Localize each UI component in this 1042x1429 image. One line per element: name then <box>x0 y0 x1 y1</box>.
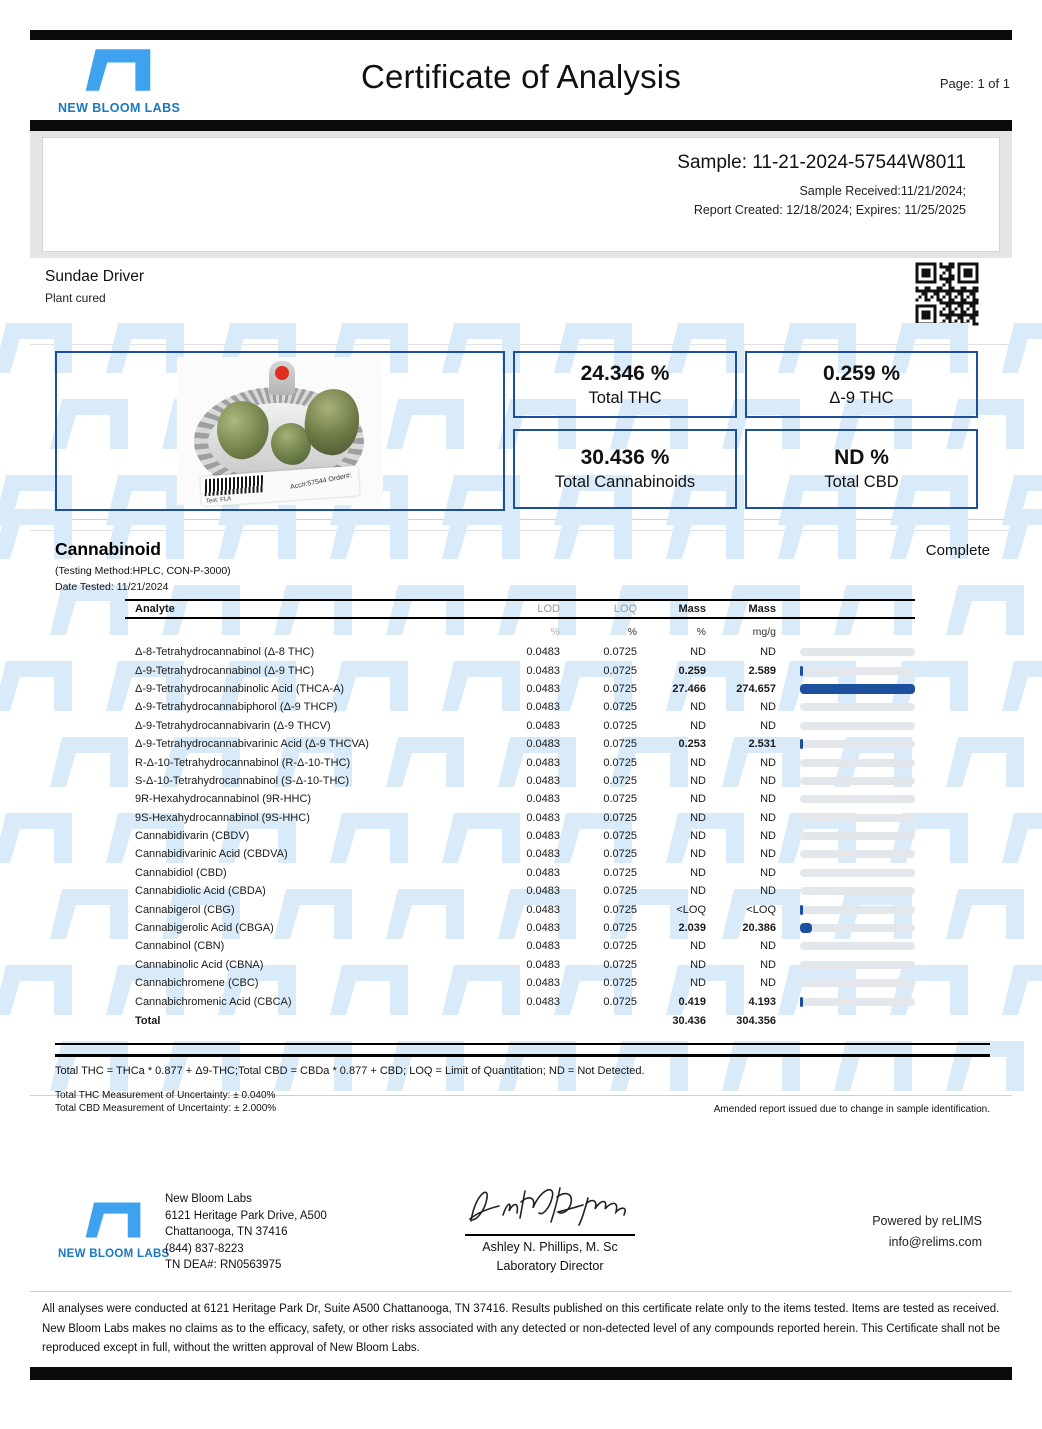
stat-total-cannabinoids: 30.436 % Total Cannabinoids <box>513 429 737 509</box>
red-dot-marker <box>275 366 289 380</box>
mass-bar <box>800 906 915 914</box>
sample-label: Test: FLA Acc#:57544 Order#: <box>200 466 360 507</box>
sample-photo-box <box>55 351 505 511</box>
signature-icon <box>461 1181 639 1229</box>
signature-block <box>455 1181 645 1273</box>
testing-method: (Testing Method:HPLC, CON-P-3000) <box>55 565 231 577</box>
stat-total-thc: 24.346 % Total THC <box>513 351 737 418</box>
mass-bar <box>800 685 915 693</box>
summary-stats <box>513 351 978 509</box>
contact-email: info@relims.com <box>888 1235 982 1249</box>
disclaimer-text: All analyses were conducted at 6121 Heritage Park Dr, Suite A500 Chattanooga, TN 37416. Results published on this certificate relate only to the items tested. Items are tested as received. New Bloom Labs makes no claims as to the efficacy, safety, or other risks associated with any detected or non-detected level of any compounds reported herein. This Certificate shall not be reproduced except in full, without the written approval of New Bloom Labs. <box>42 1303 1000 1354</box>
table-row: Cannabinol (CBN) 0.0483 0.0725 ND ND <box>125 937 915 955</box>
document-title: Certificate of Analysis <box>360 58 682 95</box>
footer-lab-logo <box>58 1199 168 1260</box>
top-rule-bar <box>30 30 1012 40</box>
mass-bar <box>800 887 915 895</box>
table-header-row: Analyte LOD LOQ Mass Mass <box>125 599 915 619</box>
uncertainty-notes: Total THC Measurement of Uncertainty: ± 0.040% Total CBD Measurement of Uncertainty: ± 2.000% <box>55 1089 277 1114</box>
signer-title: Laboratory Director <box>496 1259 604 1273</box>
total-row: Total 30.436 304.356 <box>135 1014 776 1027</box>
mass-bar <box>800 703 915 711</box>
table-row: Cannabigerolic Acid (CBGA) 0.0483 0.0725 2.039 20.386 <box>125 919 915 937</box>
mass-bar <box>800 795 915 803</box>
table-row: Δ-9-Tetrahydrocannabiphorol (Δ-9 THCP) 0.0483 0.0725 ND ND <box>125 698 915 716</box>
header-rule-bar <box>30 120 1012 131</box>
new-bloom-labs-logo-icon <box>80 1199 146 1241</box>
page-number: Page: 1 of 1 <box>939 76 1010 91</box>
table-row: S-Δ-10-Tetrahydrocannabinol (S-Δ-10-THC) 0.0483 0.0725 ND ND <box>125 772 915 790</box>
date-tested: Date Tested: 11/21/2024 <box>55 581 169 593</box>
mass-bar <box>800 648 915 656</box>
sample-id: Sample: 11-21-2024-57544W8011 <box>677 152 966 173</box>
analyte-rows <box>125 643 915 1011</box>
table-row: Cannabidiol (CBD) 0.0483 0.0725 ND ND <box>125 864 915 882</box>
sample-info-box <box>42 137 1000 252</box>
summary-section <box>30 344 1012 520</box>
report-dates: Report Created: 12/18/2024; Expires: 11/25/2025 <box>693 203 966 217</box>
brand-name: NEW BLOOM LABS <box>58 1248 170 1260</box>
section-bottom-rule <box>55 1054 990 1057</box>
table-row: Cannabigerol (CBG) 0.0483 0.0725 <LOQ <LOQ <box>125 900 915 918</box>
section-status: Complete <box>925 542 990 559</box>
table-row: Δ-9-Tetrahydrocannabinol (Δ-9 THC) 0.0483 0.0725 0.259 2.589 <box>125 661 915 679</box>
amended-note: Amended report issued due to change in sample identification. <box>713 1103 990 1115</box>
sample-info-band <box>30 131 1012 258</box>
calculation-footnote: Total THC = THCa * 0.877 + Δ9-THC;Total CBD = CBDa * 0.877 + CBD; LOQ = Limit of Quantitation; ND = Not Detected. <box>55 1064 645 1077</box>
lab-address: New Bloom Labs 6121 Heritage Park Drive, A500 Chattanooga, TN 37416 (844) 837-8223 TN DEA#: RN0563975 <box>165 1193 327 1271</box>
sample-photo <box>177 357 383 505</box>
mass-bar <box>800 961 915 969</box>
table-row: Δ-8-Tetrahydrocannabinol (Δ-8 THC) 0.0483 0.0725 ND ND <box>125 643 915 661</box>
table-row: Δ-9-Tetrahydrocannabivarinic Acid (Δ-9 THCVA) 0.0483 0.0725 0.253 2.531 <box>125 735 915 753</box>
mass-bar <box>800 998 915 1006</box>
mass-bar <box>800 869 915 877</box>
report-footer <box>30 1191 1012 1287</box>
stat-total-cbd: ND % Total CBD <box>745 429 978 509</box>
stat-d9-thc: 0.259 % Δ-9 THC <box>745 351 978 418</box>
table-row: Cannabidivarinic Acid (CBDVA) 0.0483 0.0725 ND ND <box>125 845 915 863</box>
table-row: Cannabichromenic Acid (CBCA) 0.0483 0.0725 0.419 4.193 <box>125 992 915 1010</box>
qr-code-icon <box>915 262 979 326</box>
mass-bar <box>800 667 915 675</box>
qr-code <box>915 262 979 326</box>
mass-bar <box>800 759 915 767</box>
table-row: Cannabichromene (CBC) 0.0483 0.0725 ND ND <box>125 974 915 992</box>
mass-bar <box>800 924 915 932</box>
table-row: Cannabidivarin (CBDV) 0.0483 0.0725 ND ND <box>125 827 915 845</box>
mass-bar <box>800 832 915 840</box>
table-row: Cannabinolic Acid (CBNA) 0.0483 0.0725 ND ND <box>125 956 915 974</box>
brand-name: NEW BLOOM LABS <box>58 101 181 115</box>
sample-received: Sample Received:11/21/2024; <box>799 184 966 198</box>
mass-bar <box>800 979 915 987</box>
table-row: R-Δ-10-Tetrahydrocannabinol (R-Δ-10-THC) 0.0483 0.0725 ND ND <box>125 753 915 771</box>
mass-bar <box>800 942 915 950</box>
mass-bar <box>800 814 915 822</box>
mass-bar <box>800 850 915 858</box>
table-bottom-rule <box>55 1043 990 1045</box>
certificate-page <box>0 30 1042 1380</box>
section-title: Cannabinoid <box>55 539 161 559</box>
cannabinoid-section <box>30 530 1012 1115</box>
powered-by: Powered by reLIMS <box>872 1214 982 1228</box>
units-row: % % % mg/g <box>550 626 776 638</box>
footer-divider <box>30 1291 1012 1292</box>
sample-type: Plant cured <box>45 291 106 305</box>
report-header <box>30 40 1012 120</box>
table-row: 9R-Hexahydrocannabinol (9R-HHC) 0.0483 0.0725 ND ND <box>125 790 915 808</box>
signer-name: Ashley N. Phillips, M. Sc <box>482 1240 618 1254</box>
table-row: Cannabidiolic Acid (CBDA) 0.0483 0.0725 ND ND <box>125 882 915 900</box>
table-row: Δ-9-Tetrahydrocannabivarin (Δ-9 THCV) 0.0483 0.0725 ND ND <box>125 717 915 735</box>
lims-credit <box>872 1211 982 1253</box>
signature-line <box>465 1234 635 1236</box>
mass-bar <box>800 722 915 730</box>
table-row: Δ-9-Tetrahydrocannabinolic Acid (THCA-A) 0.0483 0.0725 27.466 274.657 <box>125 680 915 698</box>
sample-name: Sundae Driver <box>45 268 145 285</box>
cannabinoid-table <box>125 599 915 1031</box>
bottom-rule-bar <box>30 1367 1012 1380</box>
table-row: 9S-Hexahydrocannabinol (9S-HHC) 0.0483 0.0725 ND ND <box>125 809 915 827</box>
mass-bar <box>800 740 915 748</box>
mass-bar <box>800 777 915 785</box>
